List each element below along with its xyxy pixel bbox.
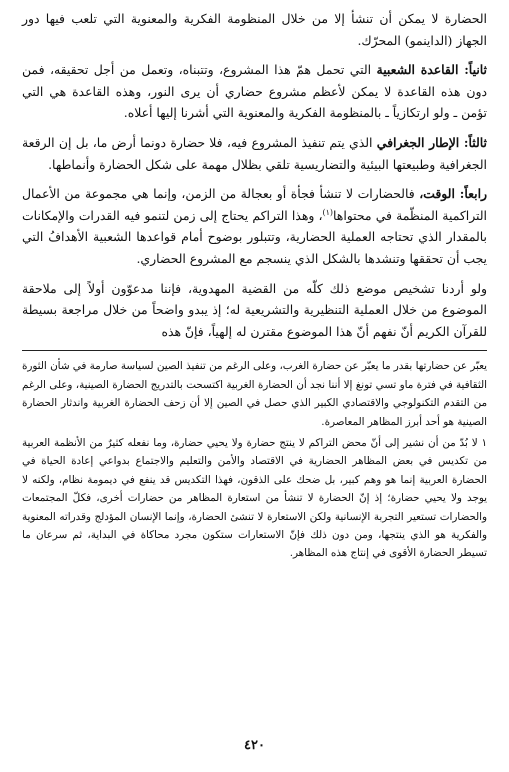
- footnote-1: ١ لا بُدّ من أن نشير إلى أنّ محض التراكم لا ينتج حضارة ولا يحيي حضارة، وما نفعله كثيرٌ من الأنظمة العربية من تكديس في بعض المظاهر الحضارية في الاقتصاد والأمن والتعليم والاجتماع بدواعي إعادة الحياة في الحضارة العربية إنما هو وهم كبير، بل ضحك على الذقون، فهذا التكديس قد ينفع في ديمومة نظام، ولكنه لا يوجد ولا يحيي حضارة؛ إذ إنّ الحضارة لا تنشأ من استعارة المظاهر من حضارات أخرى، فكلّ المجتمعات والحضارات تستعير التجربة الإنسانية ولكن الاستعارة لا تنشئ الحضارة، وإنما الإنسان المؤدلج وقدراته المعنوية والفكرية هو الذي ينتجها، ومن دون ذلك فإنّ الاستعارات ستكون مجرد محاكاة في البداية، ثم سرعان ما تسيطر الحضارة الأقوى في إنتاج هذه المظاهر.: [22, 436, 487, 560]
- footnote-divider: [22, 350, 487, 351]
- paragraph-4-heading: رابعاً: الوقت،: [419, 186, 487, 202]
- paragraph-4-text-b: ، وهذا التراكم يحتاج إلى زمن لتنمو فيه القدرات والإمكانات بالمقدار الذي تحتاجه العملية الحضارية، وتتبلور بوضوح أمام قواعدها الشعبية الأهدافُ التي يجب أن تحققها وتنشدها بالشكل الذي ينسجم مع المشروع الحضاري.: [22, 207, 487, 266]
- footnote-continued: يعبّر عن حضارتها بقدر ما يعبّر عن حضارة الغرب، وعلى الرغم من تنفيذ الصين لسياسة صارمة في شأن الثورة الثقافية في فترة ماو تسي تونغ إلا أننا نجد أن الحضارة الغربية اكتسحت بالتدريج الحضارة الصينية، وعلى الرغم من التقدم التكنولوجي والاقتصادي الكبير الذي حصل في الصين إلا أن زحف الحضارة الغربية واندثار الحضارة الصينية هو أحد أبرز المظاهر المعاصرة.: [22, 360, 487, 428]
- paragraph-4: [22, 183, 487, 269]
- paragraph-4-text-a: فالحضارات لا تنشأ فجأة أو بعجالة من الزمن، وإنما هي مجموعة من الأعمال التراكمية المنظّمة في محتواها: [22, 186, 487, 223]
- paragraph-5: ولو أردنا تشخيص موضع ذلك كلّه من القضية المهدوية، فإننا مدعوّون أولاً إلى ملاحقة الموضوع من خلال العملية التنظيرية والتشريعية له؛ إذ يبدو واضحاً من خلال مراجعة بسيطة للقرآن الكريم أنّ نفهم أنّ هذا الموضوع مقترن له إلهياً، فإنّ هذه: [22, 280, 487, 339]
- paragraph-2-heading: ثانياً: القاعدة الشعبية: [376, 62, 487, 78]
- paragraph-1: الحضارة لا يمكن أن تنشأ إلا من خلال المنظومة الفكرية والمعنوية التي تلعب فيها دور الجهاز (الداينمو) المحرّك.: [22, 11, 487, 48]
- paragraph-3-text: الذي يتم تنفيذ المشروع فيه، فلا حضارة دونما أرض ما، بل إن الرقعة الجغرافية وطبيعتها البيئية والتضاريسية تلقي بظلال مهمة على شكل الحضارة وأنماطها.: [22, 134, 487, 172]
- footnotes: [22, 357, 487, 562]
- paragraph-2-text: التي تحمل همّ هذا المشروع، وتتبناه، وتعمل من أجل تحقيقه، فمن دون هذه القاعدة لا يمكن لأعظم مشروع حضاري أن يرى النور، وهذه القاعدة هي التي تؤمن ـ ولو ارتكازياً ـ بالمنظومة الفكرية والمعنوية التي أشرنا إليها أعلاه.: [22, 62, 487, 121]
- paragraph-3: [22, 132, 487, 175]
- main-text: [22, 8, 487, 342]
- page-number: ٤٢٠: [244, 738, 265, 753]
- paragraph-3-heading: ثالثاً: الإطار الجغرافي: [376, 134, 487, 150]
- paragraph-2: [22, 59, 487, 124]
- footnote-marker: (١): [322, 207, 334, 217]
